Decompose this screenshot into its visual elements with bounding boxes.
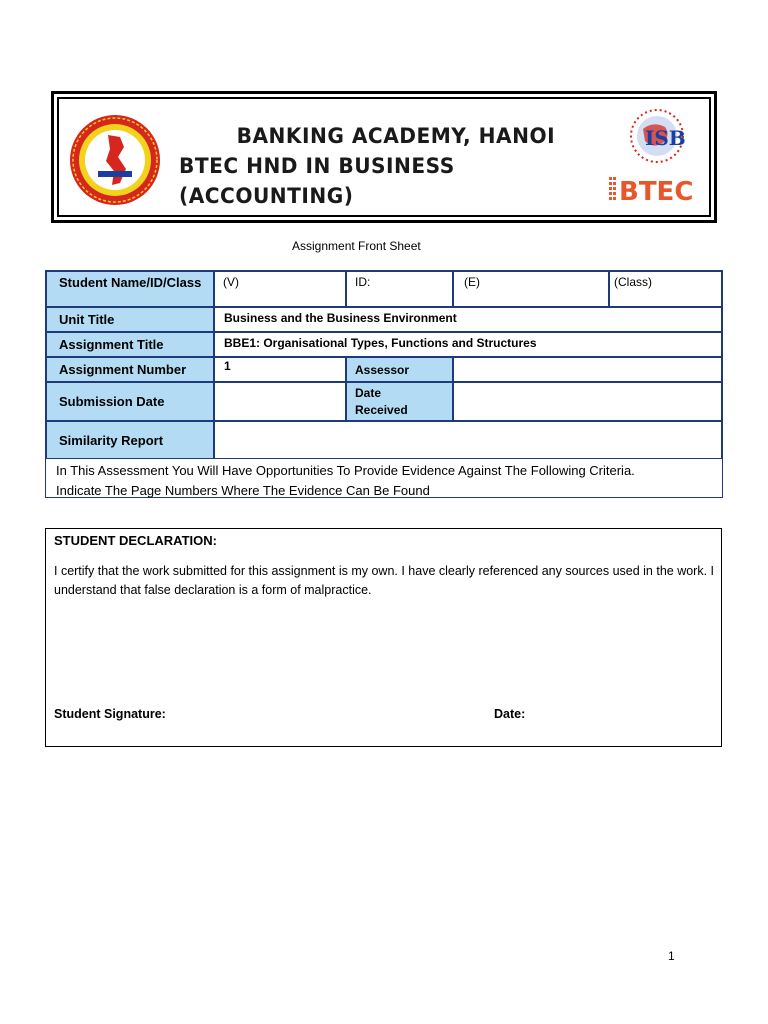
banking-academy-logo	[68, 113, 162, 207]
svg-text:BTEC: BTEC	[619, 177, 694, 207]
btec-logo	[609, 171, 695, 207]
assignment-info-table	[45, 270, 723, 498]
unit-title-label: Unit Title	[46, 307, 214, 332]
submission-date-label: Submission Date	[46, 382, 214, 421]
assignment-title-label: Assignment Title	[46, 332, 214, 357]
student-declaration-box	[45, 528, 722, 747]
similarity-report-field[interactable]	[214, 421, 722, 459]
student-signature-label: Student Signature:	[54, 707, 166, 721]
assignment-number-label: Assignment Number	[46, 357, 214, 382]
declaration-date-label: Date:	[494, 707, 526, 721]
student-class-field[interactable]: (Class)	[609, 271, 722, 307]
header-banner-inner	[57, 97, 711, 217]
student-name-field[interactable]: (V)	[214, 271, 346, 307]
unit-title-value: Business and the Business Environment	[214, 307, 722, 332]
assignment-number-value: 1	[214, 357, 346, 382]
date-received-field[interactable]	[453, 382, 722, 421]
header-title-line-2: BTEC HND IN BUSINESS (ACCOUNTING)	[179, 154, 455, 208]
header-title-block	[179, 121, 599, 211]
student-id-label: ID:	[346, 271, 453, 307]
criteria-line-2: Indicate The Page Numbers Where The Evidence Can Be Found	[56, 483, 430, 498]
page-number: 1	[668, 949, 675, 963]
header-title-line-1: BANKING ACADEMY, HANOI	[236, 124, 556, 148]
criteria-line-1: In This Assessment You Will Have Opportunities To Provide Evidence Against The Following Criteria.	[56, 463, 635, 478]
submission-date-field[interactable]	[214, 382, 346, 421]
criteria-instructions	[46, 459, 722, 497]
svg-text:ISB: ISB	[645, 126, 686, 150]
assessor-field[interactable]	[453, 357, 722, 382]
isb-logo	[619, 105, 691, 167]
date-received-label: Date Received	[346, 382, 453, 421]
header-banner	[51, 91, 717, 223]
declaration-heading: STUDENT DECLARATION:	[54, 533, 217, 548]
student-email-field[interactable]: (E)	[453, 271, 609, 307]
assessor-label: Assessor	[346, 357, 453, 382]
student-name-label: Student Name/ID/Class	[46, 271, 214, 307]
front-sheet-title: Assignment Front Sheet	[292, 239, 421, 253]
declaration-text: I certify that the work submitted for this assignment is my own. I have clearly referenced any sources used in the work. I understand that false declaration is a form of malpractice.	[54, 564, 715, 597]
similarity-report-label: Similarity Report	[46, 421, 214, 459]
assignment-title-value: BBE1: Organisational Types, Functions and Structures	[214, 332, 722, 357]
